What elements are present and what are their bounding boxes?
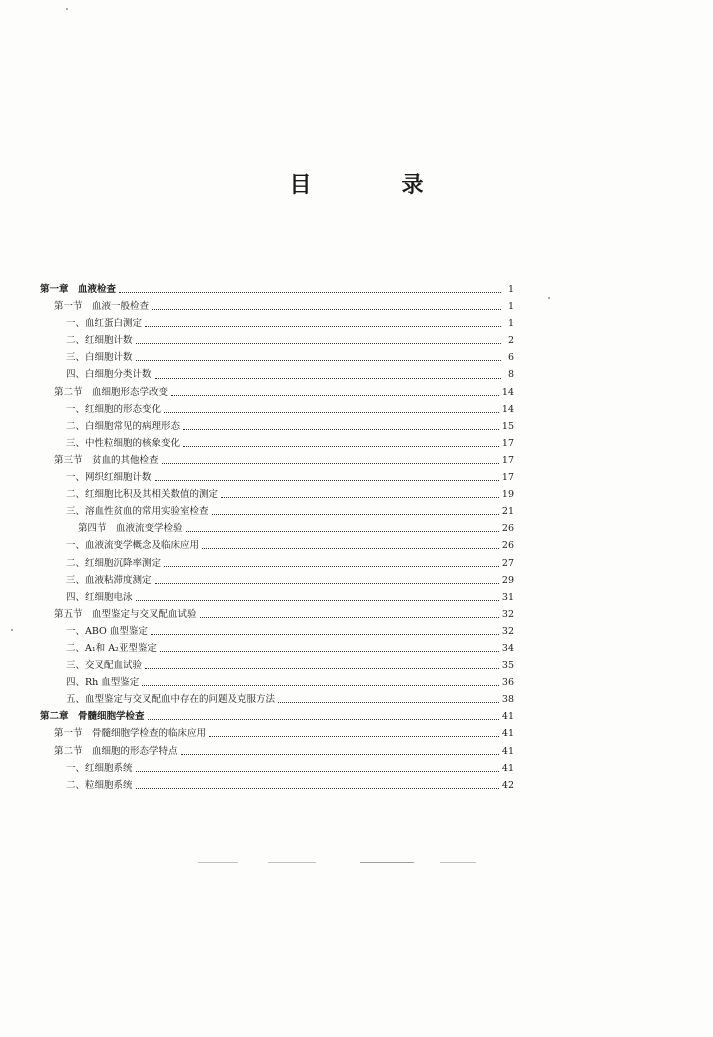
scan-artifact [360, 862, 414, 863]
scan-speck [11, 629, 13, 631]
toc-entry-page-number: 15 [501, 420, 514, 432]
dot-leader [160, 651, 499, 652]
dot-leader [119, 292, 501, 293]
scan-speck [548, 297, 550, 299]
toc-entry[interactable] [40, 606, 514, 623]
toc-entry[interactable] [40, 725, 514, 742]
toc-entry[interactable] [40, 520, 514, 537]
dot-leader [136, 360, 501, 361]
scan-speck [66, 8, 68, 10]
toc-entry-label: 三、中性粒细胞的核象变化 [66, 437, 181, 449]
toc-entry[interactable] [40, 674, 514, 691]
toc-entry[interactable] [40, 366, 514, 383]
toc-entry-label: 二、红细胞沉降率测定 [66, 557, 162, 569]
dot-leader [136, 600, 499, 601]
toc-entry-label: 三、白细胞计数 [66, 352, 133, 364]
toc-entry[interactable] [40, 401, 514, 418]
dot-leader [202, 548, 499, 549]
toc-entry-label: 第二章 骨髓细胞学检查 [40, 711, 145, 723]
dot-leader [183, 446, 499, 447]
toc-entry-label: 三、溶血性贫血的常用实验室检查 [66, 506, 209, 518]
toc-entry-label: 二、白细胞常见的病理形态 [66, 420, 181, 432]
toc-entry-page-number: 17 [501, 437, 514, 449]
toc-entry-label: 一、血液流变学概念及临床应用 [66, 540, 200, 552]
dot-leader [136, 343, 501, 344]
dot-leader [155, 480, 499, 481]
toc-entry-page-number: 36 [501, 677, 514, 689]
dot-leader [209, 736, 499, 737]
toc-entry-label: 第五节 血型鉴定与交叉配血试验 [54, 608, 197, 620]
dot-leader [183, 429, 499, 430]
dot-leader [186, 531, 499, 532]
toc-entry-page-number: 26 [501, 523, 514, 535]
dot-leader [164, 412, 499, 413]
dot-leader [181, 754, 499, 755]
toc-entry-page-number: 42 [501, 779, 514, 791]
toc-entry[interactable] [40, 777, 514, 794]
toc-entry[interactable] [40, 640, 514, 657]
dot-leader [171, 395, 499, 396]
dot-leader [212, 514, 499, 515]
toc-entry[interactable] [40, 435, 514, 452]
toc-entry[interactable] [40, 657, 514, 674]
dot-leader [151, 634, 499, 635]
toc-entry[interactable] [40, 452, 514, 469]
toc-entry[interactable] [40, 503, 514, 520]
toc-entry-page-number: 1 [507, 301, 514, 313]
scan-artifact [198, 862, 238, 863]
toc-entry-label: 第一章 血液检查 [40, 284, 117, 295]
toc-entry-page-number: 14 [501, 403, 514, 415]
toc-entry[interactable] [40, 469, 514, 486]
toc-entry-page-number: 6 [507, 352, 514, 364]
dot-leader [136, 788, 499, 789]
toc-entry-label: 四、白细胞分类计数 [66, 369, 152, 381]
toc-entry-page-number: 32 [501, 625, 514, 637]
toc-entry-label: 第一节 血液一般检查 [54, 301, 150, 313]
toc-entry[interactable] [40, 572, 514, 589]
toc-entry-page-number: 8 [507, 369, 514, 381]
toc-entry[interactable] [40, 743, 514, 760]
toc-entry[interactable] [40, 691, 514, 708]
toc-entry[interactable] [40, 315, 514, 332]
toc-entry[interactable] [40, 555, 514, 572]
toc-entry-label: 二、红细胞比积及其相关数值的测定 [66, 489, 219, 501]
dot-leader [164, 566, 499, 567]
toc-entry-page-number: 26 [501, 540, 514, 552]
toc-entry-page-number: 35 [501, 660, 514, 672]
toc-entry-label: 二、A₁和 A₂亚型鉴定 [66, 642, 157, 654]
dot-leader [221, 497, 499, 498]
toc-entry-label: 一、ABO 血型鉴定 [66, 625, 148, 637]
toc-entry[interactable] [40, 298, 514, 315]
toc-entry-label: 三、血液粘滞度测定 [66, 574, 152, 586]
toc-entry[interactable] [40, 623, 514, 640]
toc-entry-label: 四、红细胞电泳 [66, 591, 133, 603]
toc-entry-page-number: 41 [501, 762, 514, 774]
scan-artifact [268, 862, 316, 863]
toc-entry-page-number: 1 [507, 284, 514, 295]
page-title: 目 录 [289, 172, 458, 198]
toc-entry-label: 一、红细胞系统 [66, 762, 133, 774]
dot-leader [278, 702, 499, 703]
dot-leader [145, 326, 501, 327]
toc-entry-page-number: 34 [501, 642, 514, 654]
toc-entry-label: 第三节 贫血的其他检查 [54, 454, 159, 466]
toc-entry-label: 第四节 血液流变学检验 [78, 523, 183, 535]
toc-entry-label: 第一节 骨髓细胞学检查的临床应用 [54, 728, 207, 740]
scan-artifact [440, 862, 476, 863]
toc-entry-label: 第二节 血细胞的形态学特点 [54, 745, 178, 757]
toc-entry[interactable] [40, 349, 514, 366]
dot-leader [152, 309, 501, 310]
toc-entry-label: 第二节 血细胞形态学改变 [54, 386, 169, 398]
toc-entry[interactable] [40, 486, 514, 503]
toc-entry[interactable] [40, 537, 514, 554]
toc-entry[interactable] [40, 589, 514, 606]
toc-entry-page-number: 21 [501, 506, 514, 518]
toc-entry[interactable] [40, 708, 514, 725]
toc-entry[interactable] [40, 384, 514, 401]
toc-entry-page-number: 31 [501, 591, 514, 603]
dot-leader [155, 583, 499, 584]
dot-leader [162, 463, 499, 464]
dot-leader [142, 685, 499, 686]
toc-entry-page-number: 32 [501, 608, 514, 620]
toc-entry-page-number: 41 [501, 728, 514, 740]
toc-entry-label: 一、血红蛋白测定 [66, 318, 143, 330]
toc-entry-page-number: 41 [501, 711, 514, 723]
dot-leader [136, 771, 499, 772]
toc-entry-label: 三、交叉配血试验 [66, 660, 143, 672]
toc-entry-page-number: 29 [501, 574, 514, 586]
toc-entry-label: 四、Rh 血型鉴定 [66, 677, 140, 689]
toc-entry-page-number: 17 [501, 472, 514, 484]
toc-entry-label: 二、红细胞计数 [66, 335, 133, 347]
dot-leader [145, 668, 499, 669]
toc-entry[interactable] [40, 332, 514, 349]
toc-entry-page-number: 41 [501, 745, 514, 757]
dot-leader [148, 719, 499, 720]
toc-entry-page-number: 1 [507, 318, 514, 330]
toc-entry-page-number: 14 [501, 386, 514, 398]
toc-entry[interactable] [40, 281, 514, 298]
toc-entry[interactable] [40, 760, 514, 777]
dot-leader [155, 378, 501, 379]
toc-entry-label: 五、血型鉴定与交叉配血中存在的问题及克服方法 [66, 694, 276, 706]
table-of-contents [40, 281, 514, 794]
toc-entry-label: 二、粒细胞系统 [66, 779, 133, 791]
toc-entry-page-number: 38 [501, 694, 514, 706]
toc-entry-page-number: 2 [507, 335, 514, 347]
toc-entry-page-number: 19 [501, 489, 514, 501]
toc-entry-page-number: 17 [501, 454, 514, 466]
toc-entry[interactable] [40, 418, 514, 435]
dot-leader [200, 617, 499, 618]
toc-entry-page-number: 27 [501, 557, 514, 569]
toc-entry-label: 一、网织红细胞计数 [66, 472, 152, 484]
toc-entry-label: 一、红细胞的形态变化 [66, 403, 162, 415]
